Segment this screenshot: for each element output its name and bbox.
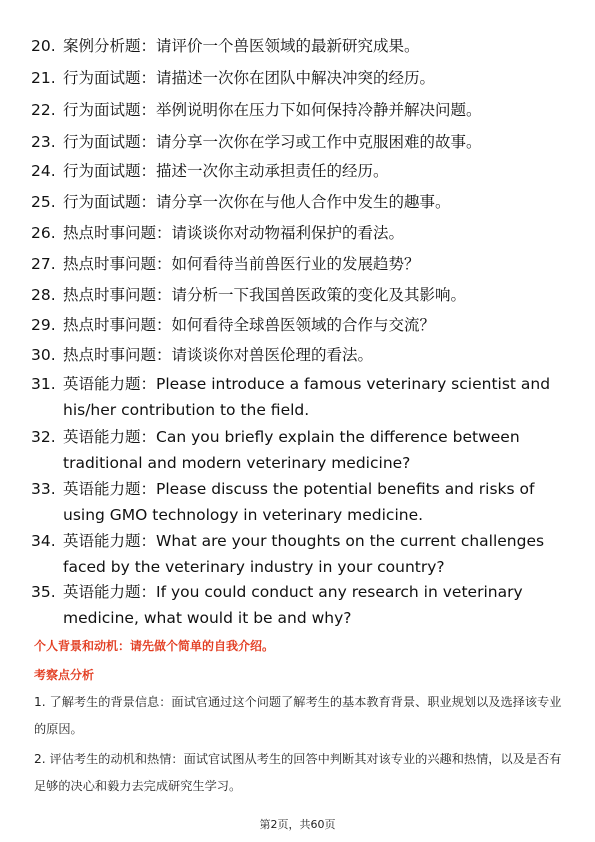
question-number: 24. <box>31 162 56 180</box>
question-item <box>31 252 571 278</box>
question-item <box>31 580 571 631</box>
question-number: 26. <box>31 224 56 242</box>
question-item <box>31 529 571 580</box>
question-item <box>31 343 571 369</box>
question-item <box>31 66 571 92</box>
question-text: 热点时事问题：如何看待当前兽医行业的发展趋势？ <box>63 255 420 273</box>
question-text: 热点时事问题：请分析一下我国兽医政策的变化及其影响。 <box>63 286 467 304</box>
question-text: 案例分析题：请评价一个兽医领域的最新研究成果。 <box>63 37 420 55</box>
question-text: 热点时事问题：请谈谈你对兽医伦理的看法。 <box>63 346 374 364</box>
analysis-paragraph: 1. 了解考生的背景信息：面试官通过这个问题了解考生的基本教育背景、职业规划以及选择该专业的原因。 <box>34 695 562 736</box>
page-footer: 第2页，共60页 <box>259 818 336 831</box>
question-item <box>31 159 571 185</box>
question-number: 23. <box>31 133 56 151</box>
question-number: 27. <box>31 255 56 273</box>
question-text: 英语能力题：Please introduce a famous veterinary scientist and his/her contribution to the field. <box>63 375 551 419</box>
question-item <box>31 130 571 156</box>
question-number: 20. <box>31 37 56 55</box>
question-number: 29. <box>31 316 56 334</box>
question-text: 热点时事问题：如何看待全球兽医领域的合作与交流？ <box>63 316 436 334</box>
question-text: 英语能力题：Please discuss the potential benefits and risks of using GMO technology in veterinary medicine. <box>63 480 535 524</box>
question-number: 31. <box>31 375 56 393</box>
question-text: 热点时事问题：请谈谈你对动物福利保护的看法。 <box>63 224 405 242</box>
analysis-heading: 考察点分析 <box>34 668 95 682</box>
question-number: 21. <box>31 69 56 87</box>
section-heading: 个人背景和动机：请先做个简单的自我介绍。 <box>34 639 275 653</box>
question-item <box>31 190 571 216</box>
question-item <box>31 34 571 60</box>
question-number: 22. <box>31 101 56 119</box>
question-number: 28. <box>31 286 56 304</box>
question-number: 25. <box>31 193 56 211</box>
question-text: 行为面试题：描述一次你主动承担责任的经历。 <box>63 162 389 180</box>
question-number: 32. <box>31 428 56 446</box>
question-text: 行为面试题：举例说明你在压力下如何保持冷静并解决问题。 <box>63 101 482 119</box>
question-item <box>31 283 571 309</box>
question-text: 英语能力题：Can you briefly explain the difference between traditional and modern veterinary medicine? <box>63 428 520 472</box>
question-text: 行为面试题：请分享一次你在与他人合作中发生的趣事。 <box>63 193 451 211</box>
question-number: 33. <box>31 480 56 498</box>
question-item <box>31 425 571 476</box>
question-item <box>31 372 571 423</box>
question-text: 英语能力题：What are your thoughts on the current challenges faced by the veterinary industry in your country? <box>63 532 545 576</box>
analysis-paragraph: 2. 评估考生的动机和热情：面试官试图从考生的回答中判断其对该专业的兴趣和热情，以及是否有足够的决心和毅力去完成研究生学习。 <box>34 752 562 793</box>
question-item <box>31 313 571 339</box>
question-text: 行为面试题：请描述一次你在团队中解决冲突的经历。 <box>63 69 436 87</box>
question-item <box>31 221 571 247</box>
question-number: 30. <box>31 346 56 364</box>
question-text: 英语能力题：If you could conduct any research in veterinary medicine, what would it be and why? <box>63 583 523 627</box>
question-item <box>31 98 571 124</box>
question-text: 行为面试题：请分享一次你在学习或工作中克服困难的故事。 <box>63 133 482 151</box>
question-number: 35. <box>31 583 56 601</box>
question-number: 34. <box>31 532 56 550</box>
question-item <box>31 477 571 528</box>
